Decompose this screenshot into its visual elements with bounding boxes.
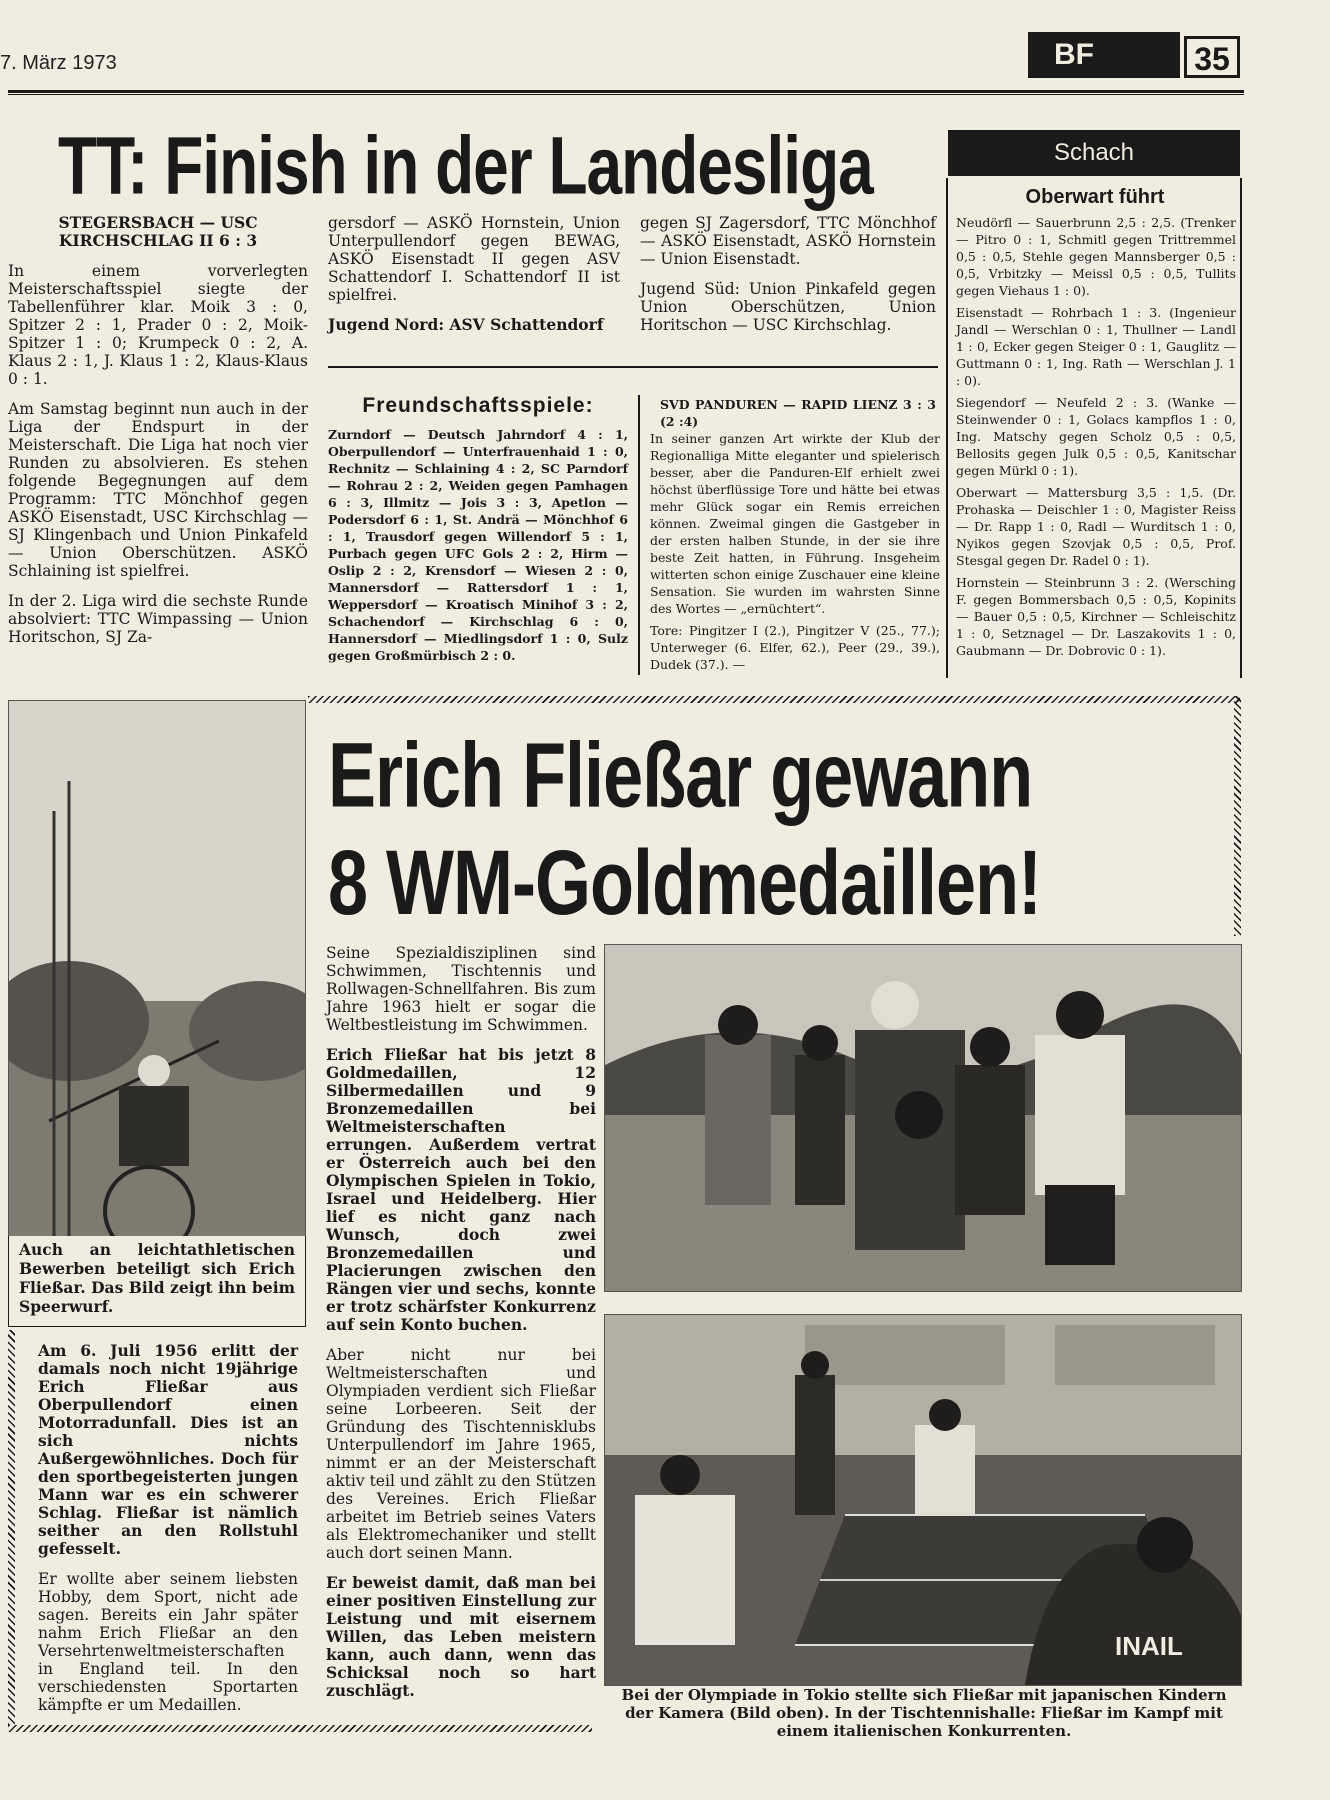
paragraph: Seine Spezialdisziplinen sind Schwimmen, Tischtennis und Rollwagen-Schnellfahren. Bis zum Jahre 1963 hielt er sogar die Weltbestleistung im Schwimmen. <box>326 944 596 1034</box>
feature-mid-column <box>326 944 596 1712</box>
header-rule <box>8 90 1244 93</box>
paragraph: Am 6. Juli 1956 erlitt der damals noch nicht 19jährige Erich Fließar aus Oberpullendorf einen Motorradunfall. Dies ist an sich nichts Außergewöhnliches. Doch für den sportbegeisterten jungen Mann war es ein schwerer Schlag. Fließar ist nämlich seither an den Rollstuhl gefesselt. <box>38 1341 298 1558</box>
paragraph: Erich Fließar hat bis jetzt 8 Goldmedaillen, 12 Silbermedaillen und 9 Bronzemedaillen bei Weltmeisterschaften errungen. Außerdem vertrat er Österreich auch bei den Olympischen Spielen in Tokio, Israel und Heidelberg. Hier lief es nicht ganz nach Wunsch, doch zwei Bronzemedaillen und Placierungen zwischen den Rängen vier und sechs, konnte er trotz schärfster Konkurrenz auf sein Konto buchen. <box>326 1045 596 1334</box>
tabletennis-illustration <box>605 1315 1241 1685</box>
paragraph: Er beweist damit, daß man bei einer positiven Einstellung zur Leistung und mit eisernem Willen, das Leben meistern kann, auch dann, wenn das Schicksal noch so hart zuschlägt. <box>326 1573 596 1700</box>
issue-date: 7. März 1973 <box>0 52 117 74</box>
match-title: STEGERSBACH — USC KIRCHSCHLAG II 6 : 3 <box>58 213 258 250</box>
paragraph: Neudörfl — Sauerbrunn 2,5 : 2,5. (Trenker — Pitro 0 : 1, Schmitl gegen Trittremmel 0,5 : 0,5, Stehle gegen Mannsberger 0,5 : 0,5, Vrbitzky — Meissl 0,5 : 0,5, Tullits gegen Viehaus 1 : 0). <box>956 215 1236 298</box>
photo-tokyo-children <box>604 944 1242 1292</box>
paragraph: Oberwart — Mattersburg 3,5 : 1,5. (Dr. Prohaska — Deischler 1 : 0, Magister Reiss — Dr. Rapp 1 : 0, Radl — Wurditsch 1 : 0, Nyikos gegen Szovjak 0,5 : 0,5, Prof. Stesgal gegen Dr. Radel 0 : 1). <box>956 485 1236 568</box>
header-rule-thin <box>8 94 1244 95</box>
section-label: BF <box>1028 32 1180 78</box>
feature-headline-line1: Erich Fließar gewann <box>328 724 1033 827</box>
paragraph: In seiner ganzen Art wirkte der Klub der Regionalliga Mitte eleganter und spielerisch besser, aber die Panduren-Elf erhielt zwei höchst überflüssige Tore und hätte bei etwas mehr Glück sogar ein Remis erreichen können. Zweimal gingen die Gastgeber in der ersten halben Stunde, in der sie ihre beste Zeit hatten, in Führung. Insgeheim witterten schon einige Zuschauer eine kleine Sensation. Sie wurden im wahrsten Sinne des Wortes — „ernüchtert“. <box>650 431 940 616</box>
paragraph: In der 2. Liga wird die sechste Runde absolviert: TTC Wimpassing — Union Horitschon, SJ Za- <box>8 592 308 646</box>
paragraph: Er wollte aber seinem liebsten Hobby, dem Sport, nicht ade sagen. Bereits ein Jahr später nahm Erich Fließar an den Versehrtenweltmeisterschaften in England teil. In den verschiedensten Sportarten kämpfte er um Medaillen. <box>38 1570 298 1714</box>
friendly-results: Zurndorf — Deutsch Jahrndorf 4 : 1, Oberpullendorf — Unterfrauenhaid 1 : 0, Rechnitz — Schlaining 4 : 2, SC Parndorf — Rohrau 2 : 2, Weiden gegen Pamhagen 6 : 3, Illmitz — Jois 3 : 3, Apetlon — Podersdorf 6 : 1, St. Andrä — Mönchhof 6 : 1, Trausdorf gegen Willendorf 5 : 1, Purbach gegen UFC Gols 2 : 2, Hirm — Oslip 2 : 2, Krensdorf — Wiesen 2 : 0, Mannersdorf — Rattersdorf 1 : 1, Weppersdorf — Kroatisch Minihof 3 : 2, Schachendorf — Kirchschlag 6 : 0, Hannersdorf — Miedlingsdorf 1 : 0, Sulz gegen Großmürbisch 2 : 0. <box>328 427 628 663</box>
feature-left-column <box>38 1342 298 1726</box>
photo-table-tennis <box>604 1314 1242 1686</box>
column-rule <box>1240 178 1242 678</box>
border-right <box>1234 696 1241 936</box>
schach-results <box>956 214 1236 664</box>
paragraph: Aber nicht nur bei Weltmeisterschaften und Olympiaden verdient sich Fließar seine Lorbeeren. Seit der Gründung des Tischtennisklubs Unterpullendorf im Jahre 1965, nimmt er an der Meisterschaft aktiv teil und zählt zu den Stützen des Vereines. Erich Fließar arbeitet im Betrieb seines Vaters als Elektromechaniker und stellt auch dort seinen Mann. <box>326 1346 596 1562</box>
paragraph: Siegendorf — Neufeld 2 : 3. (Wanke — Steinwender 0 : 1, Golacs kampflos 1 : 0, Ing. Matschy gegen Scholz 0,5 : 0,5, Bellosits gegen Julk 0,5 : 0,5, Kanitschar gegen Mürkl 0 : 1). <box>956 395 1236 478</box>
paragraph: Jugend Süd: Union Pinkafeld gegen Union Oberschützen, Union Horitschon — USC Kirchschlag. <box>640 280 936 334</box>
paragraph: Hornstein — Steinbrunn 3 : 2. (Wersching F. gegen Bommersbach 0,5 : 0,5, Kopinits — Bauer 0,5 : 0,5, Kirchner — Schleischitz 1 : 0, Setznagel — Dr. Laszakovits 1 : 0, Gaubmann — Dr. Dobrovic 0 : 1). <box>956 575 1236 658</box>
children-illustration <box>605 945 1241 1291</box>
friendly-title: Freundschaftsspiele: <box>362 394 594 417</box>
feature-headline <box>328 722 1041 937</box>
article-col-1 <box>8 214 308 658</box>
paragraph: Am Samstag beginnt nun auch in der Liga der Endspurt in der Meisterschaft. Die Liga hat noch vier Runden zu absolvieren. Es stehen folgende Begegnungen auf dem Programm: TTC Mönchhof gegen ASKÖ Eisenstadt, USC Kirchschlag — SJ Klingenbach und Union Pinkafeld — Union Oberschützen. ASKÖ Schlaining ist spielfrei. <box>8 400 308 580</box>
paragraph: Jugend Nord: ASV Schattendorf <box>328 315 604 334</box>
paragraph: In einem vorverlegten Meisterschaftsspiel siegte der Tabellenführer klar. Moik 3 : 0, Spitzer 2 : 1, Prader 0 : 2, Moik-Spitzer 1 : 0; Krumpeck 0 : 2, A. Klaus 2 : 1, J. Klaus 1 : 2, Klaus-Klaus 0 : 1. <box>8 262 308 388</box>
photo-javelin-caption: Auch an leichtathletischen Bewerben beteiligt sich Erich Fließar. Das Bild zeigt ihn beim Speerwurf. <box>19 1240 295 1316</box>
paragraph: Eisenstadt — Rohrbach 1 : 3. (Ingenieur Jandl — Werschlan 0 : 1, Thullner — Landl 1 : 0, Ecker gegen Steiger 0 : 1, Gauglitz — Guttmann 0 : 1, Ing. Rath — Werschlan J. 1 : 0). <box>956 305 1236 388</box>
border-top <box>308 696 1240 703</box>
schach-banner: Schach <box>948 130 1240 176</box>
svd-title: SVD PANDUREN — RAPID LIENZ 3 : 3 (2 :4) <box>660 397 936 429</box>
jersey-text: INAIL <box>1115 1631 1183 1661</box>
column-rule <box>946 178 948 678</box>
page-number: 35 <box>1184 36 1240 78</box>
article-col-2 <box>328 214 620 346</box>
paragraph: Tore: Pingitzer I (2.), Pingitzer V (25., 77.); Unterweger (6. Elfer, 62.), Peer (29., 39.), Dudek (37.). — <box>650 623 940 672</box>
article-col-3 <box>640 214 936 346</box>
paragraph: gegen SJ Zagersdorf, TTC Mönchhof — ASKÖ Eisenstadt, ASKÖ Hornstein — Union Eisenstadt. <box>640 214 936 268</box>
javelin-illustration <box>9 701 305 1237</box>
border-left <box>8 1330 15 1725</box>
paragraph: gersdorf — ASKÖ Hornstein, Union Unterpullendorf gegen BEWAG, ASKÖ Eisenstadt II gegen ASV Schattendorf I. Schattendorf II ist spielfrei. <box>328 214 620 304</box>
photo-caption-right: Bei der Olympiade in Tokio stellte sich Fließar mit japanischen Kindern der Kamera (Bild oben). In der Tischtennishalle: Fließar im Kampf mit einem italienischen Konkurrenten. <box>621 1686 1227 1740</box>
section-rule <box>328 366 938 368</box>
photo-javelin <box>8 700 306 1238</box>
schach-title: Oberwart führt <box>1025 186 1165 208</box>
column-rule <box>638 395 640 675</box>
svd-report <box>650 430 940 678</box>
border-bottom <box>8 1725 592 1732</box>
feature-headline-line2: 8 WM-Goldmedaillen! <box>328 832 1042 935</box>
caption-box <box>8 1236 306 1327</box>
article-headline: TT: Finish in der Landesliga <box>58 119 873 212</box>
